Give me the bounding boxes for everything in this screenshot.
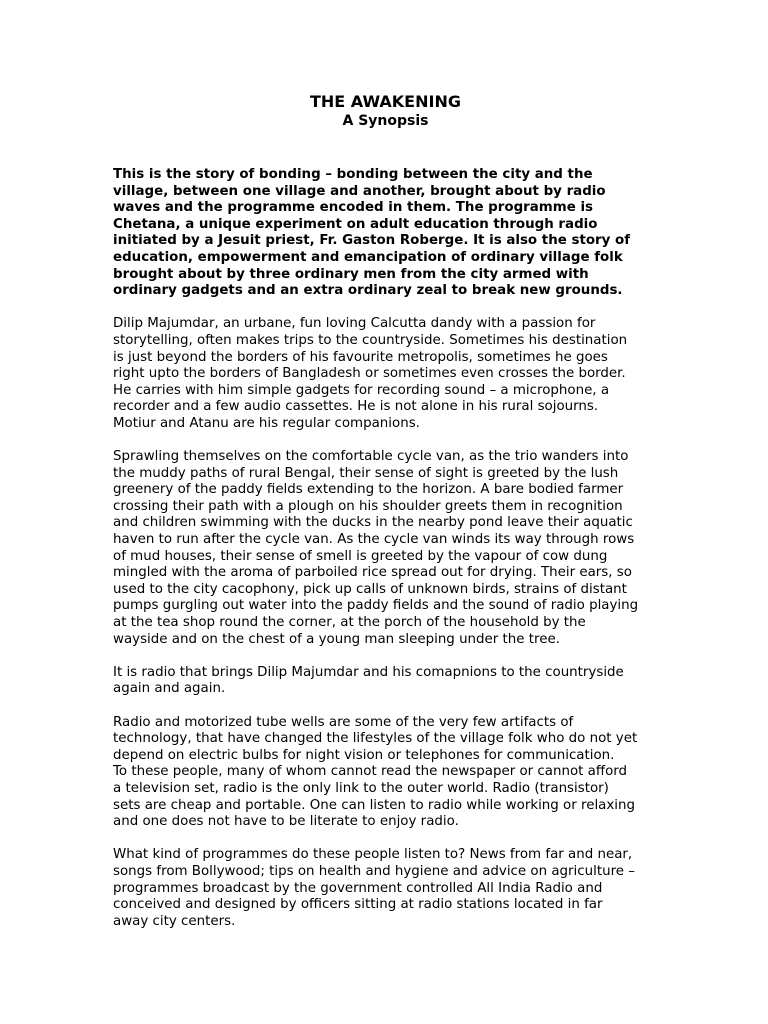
document-title: THE AWAKENING — [310, 92, 461, 111]
text-line: To these people, many of whom cannot read the newspaper or cannot afford — [113, 764, 628, 780]
text-line: education, empowerment and emancipation of ordinary village folk — [113, 249, 623, 265]
text-line: This is the story of bonding – bonding between the city and the — [113, 167, 593, 182]
text-line: village, between one village and another, brought about by radio — [113, 183, 606, 199]
text-line: conceived and designed by officers sitting at radio stations located in far — [113, 897, 603, 913]
text-line: Radio and motorized tube wells are some of the very few artifacts of — [113, 714, 574, 730]
text-line: wayside and on the chest of a young man sleeping under the tree. — [113, 631, 560, 647]
text-line: away city centers. — [113, 913, 236, 929]
text-line: and one does not have to be literate to enjoy radio. — [113, 814, 459, 830]
text-line: sets are cheap and portable. One can listen to radio while working or relaxing — [113, 797, 635, 813]
document-subtitle: A Synopsis — [342, 113, 429, 129]
text-line: is just beyond the borders of his favourite metropolis, sometimes he goes — [113, 349, 608, 365]
text-line: depend on electric bulbs for night vision or telephones for communication. — [113, 747, 615, 763]
text-line: mingled with the aroma of parboiled rice spread out for drying. Their ears, so — [113, 565, 632, 581]
text-line: Chetana, a unique experiment on adult education through radio — [113, 216, 598, 232]
text-line: of mud houses, their sense of smell is greeted by the vapour of cow dung — [113, 548, 608, 564]
document-page — [113, 92, 658, 947]
text-line: recorder and a few audio cassettes. He is not alone in his rural sojourns. — [113, 399, 599, 415]
body-paragraph — [113, 847, 658, 930]
body-paragraph — [113, 449, 658, 648]
text-line: a television set, radio is the only link to the outer world. Radio (transistor) — [113, 780, 609, 796]
text-line: brought about by three ordinary men from the city armed with — [113, 266, 589, 282]
text-line: storytelling, often makes trips to the countryside. Sometimes his destination — [113, 332, 628, 348]
text-line: Motiur and Atanu are his regular companions. — [113, 415, 420, 431]
text-line: waves and the programme encoded in them. The programme is — [113, 200, 594, 216]
text-line: at the tea shop round the corner, at the porch of the household by the — [113, 615, 586, 631]
text-line: technology, that have changed the lifestyles of the village folk who do not yet — [113, 731, 638, 747]
text-line: greenery of the paddy fields extending to the horizon. A bare bodied farmer — [113, 482, 624, 498]
text-line: used to the city cacophony, pick up calls of unknown birds, strains of distant — [113, 581, 627, 597]
body-paragraph — [113, 715, 658, 831]
intro-paragraph — [113, 167, 658, 300]
body-paragraph — [113, 665, 658, 698]
text-line: songs from Bollywood; tips on health and hygiene and advice on agriculture – — [113, 863, 635, 879]
text-line: It is radio that brings Dilip Majumdar and his comapnions to the countryside — [113, 664, 624, 680]
document-body — [113, 167, 658, 930]
text-line: pumps gurgling out water into the paddy fields and the sound of radio playing — [113, 598, 639, 614]
text-line: crossing their path with a plough on his shoulder greets them in recognition — [113, 498, 623, 514]
text-line: programmes broadcast by the government controlled All India Radio and — [113, 880, 603, 896]
text-line: ordinary gadgets and an extra ordinary zeal to break new grounds. — [113, 283, 623, 299]
text-line: the muddy paths of rural Bengal, their sense of sight is greeted by the lush — [113, 465, 619, 481]
text-line: What kind of programmes do these people listen to? News from far and near, — [113, 847, 633, 863]
text-line: right upto the borders of Bangladesh or sometimes even crosses the border. — [113, 366, 626, 382]
text-line: and children swimming with the ducks in the nearby pond leave their aquatic — [113, 515, 633, 531]
text-line: initiated by a Jesuit priest, Fr. Gaston Roberge. It is also the story of — [113, 233, 631, 249]
text-line: Sprawling themselves on the comfortable cycle van, as the trio wanders into — [113, 449, 629, 465]
body-paragraph — [113, 316, 658, 432]
text-line: again and again. — [113, 681, 226, 697]
text-line: haven to run after the cycle van. As the cycle van winds its way through rows — [113, 532, 635, 548]
text-line: Dilip Majumdar, an urbane, fun loving Calcutta dandy with a passion for — [113, 316, 596, 332]
text-line: He carries with him simple gadgets for recording sound – a microphone, a — [113, 382, 610, 398]
